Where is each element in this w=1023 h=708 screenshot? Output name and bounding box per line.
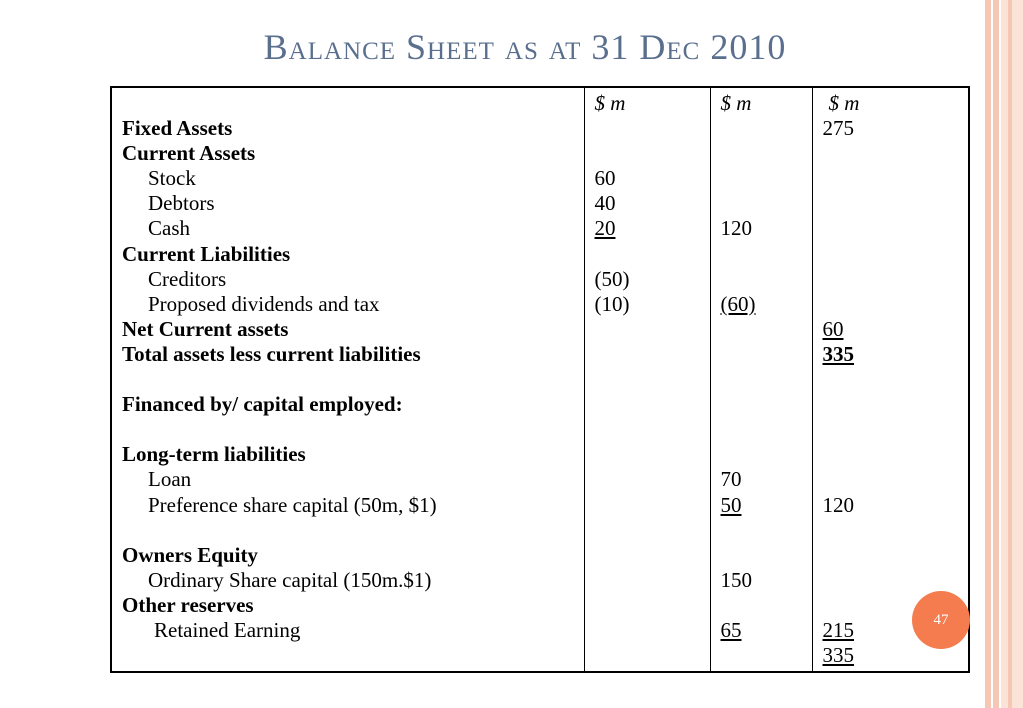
row-label: Net Current assets bbox=[122, 316, 289, 341]
amount-column-3 bbox=[812, 87, 969, 672]
decor-stripe bbox=[993, 0, 999, 708]
blank-row bbox=[122, 367, 574, 392]
row-label: Stock bbox=[148, 166, 196, 191]
blank-row bbox=[122, 417, 574, 442]
amount-value: 120 bbox=[822, 492, 854, 517]
row-label: Loan bbox=[148, 467, 192, 492]
row-label: Current Liabilities bbox=[122, 241, 291, 266]
amount-value: 60 bbox=[822, 316, 844, 341]
row-label: Creditors bbox=[148, 266, 227, 291]
amount-value: 20 bbox=[594, 216, 616, 241]
row-label: Debtors bbox=[148, 191, 215, 216]
amount-value: 275 bbox=[822, 116, 854, 141]
amount-value: (10) bbox=[594, 291, 630, 316]
amount-column-1 bbox=[584, 87, 710, 672]
column-header: $ m bbox=[828, 91, 860, 115]
amount-value: 50 bbox=[720, 492, 742, 517]
row-label: Other reserves bbox=[122, 592, 254, 617]
decor-stripe bbox=[985, 0, 991, 708]
amount-value: 60 bbox=[594, 166, 616, 191]
decor-stripe bbox=[1001, 0, 1023, 708]
balance-sheet-table bbox=[110, 86, 970, 673]
amount-value: 120 bbox=[720, 216, 752, 241]
blank-row bbox=[122, 643, 574, 668]
column-header: $ m bbox=[594, 91, 626, 115]
amount-value: (60) bbox=[720, 291, 756, 316]
row-label: Retained Earning bbox=[154, 617, 301, 642]
page-number-badge: 47 bbox=[912, 591, 970, 649]
row-label: Long-term liabilities bbox=[122, 442, 306, 467]
row-label: Proposed dividends and tax bbox=[148, 291, 380, 316]
amount-value: 70 bbox=[720, 467, 742, 492]
amount-value: 335 bbox=[822, 341, 854, 366]
blank-row bbox=[122, 518, 574, 543]
row-label: Fixed Assets bbox=[122, 116, 233, 141]
header-spacer bbox=[122, 91, 574, 116]
row-label: Owners Equity bbox=[122, 542, 258, 567]
label-column bbox=[111, 87, 584, 672]
amount-value: 215 bbox=[822, 617, 854, 642]
amount-column-2 bbox=[710, 87, 812, 672]
amount-value: 40 bbox=[594, 191, 616, 216]
amount-value: (50) bbox=[594, 266, 630, 291]
row-label: Ordinary Share capital (150m.$1) bbox=[148, 567, 432, 592]
amount-value: 150 bbox=[720, 567, 752, 592]
slide-title: Balance Sheet as at 31 Dec 2010 bbox=[263, 27, 787, 67]
row-label: Financed by/ capital employed: bbox=[122, 392, 403, 417]
amount-value: 65 bbox=[720, 617, 742, 642]
row-label: Cash bbox=[148, 216, 190, 241]
column-header: $ m bbox=[720, 91, 752, 115]
row-label: Total assets less current liabilities bbox=[122, 341, 421, 366]
amount-value: 335 bbox=[822, 643, 854, 668]
row-label: Current Assets bbox=[122, 141, 256, 166]
row-label: Preference share capital (50m, $1) bbox=[148, 492, 437, 517]
decor-stripe bbox=[1008, 0, 1012, 708]
